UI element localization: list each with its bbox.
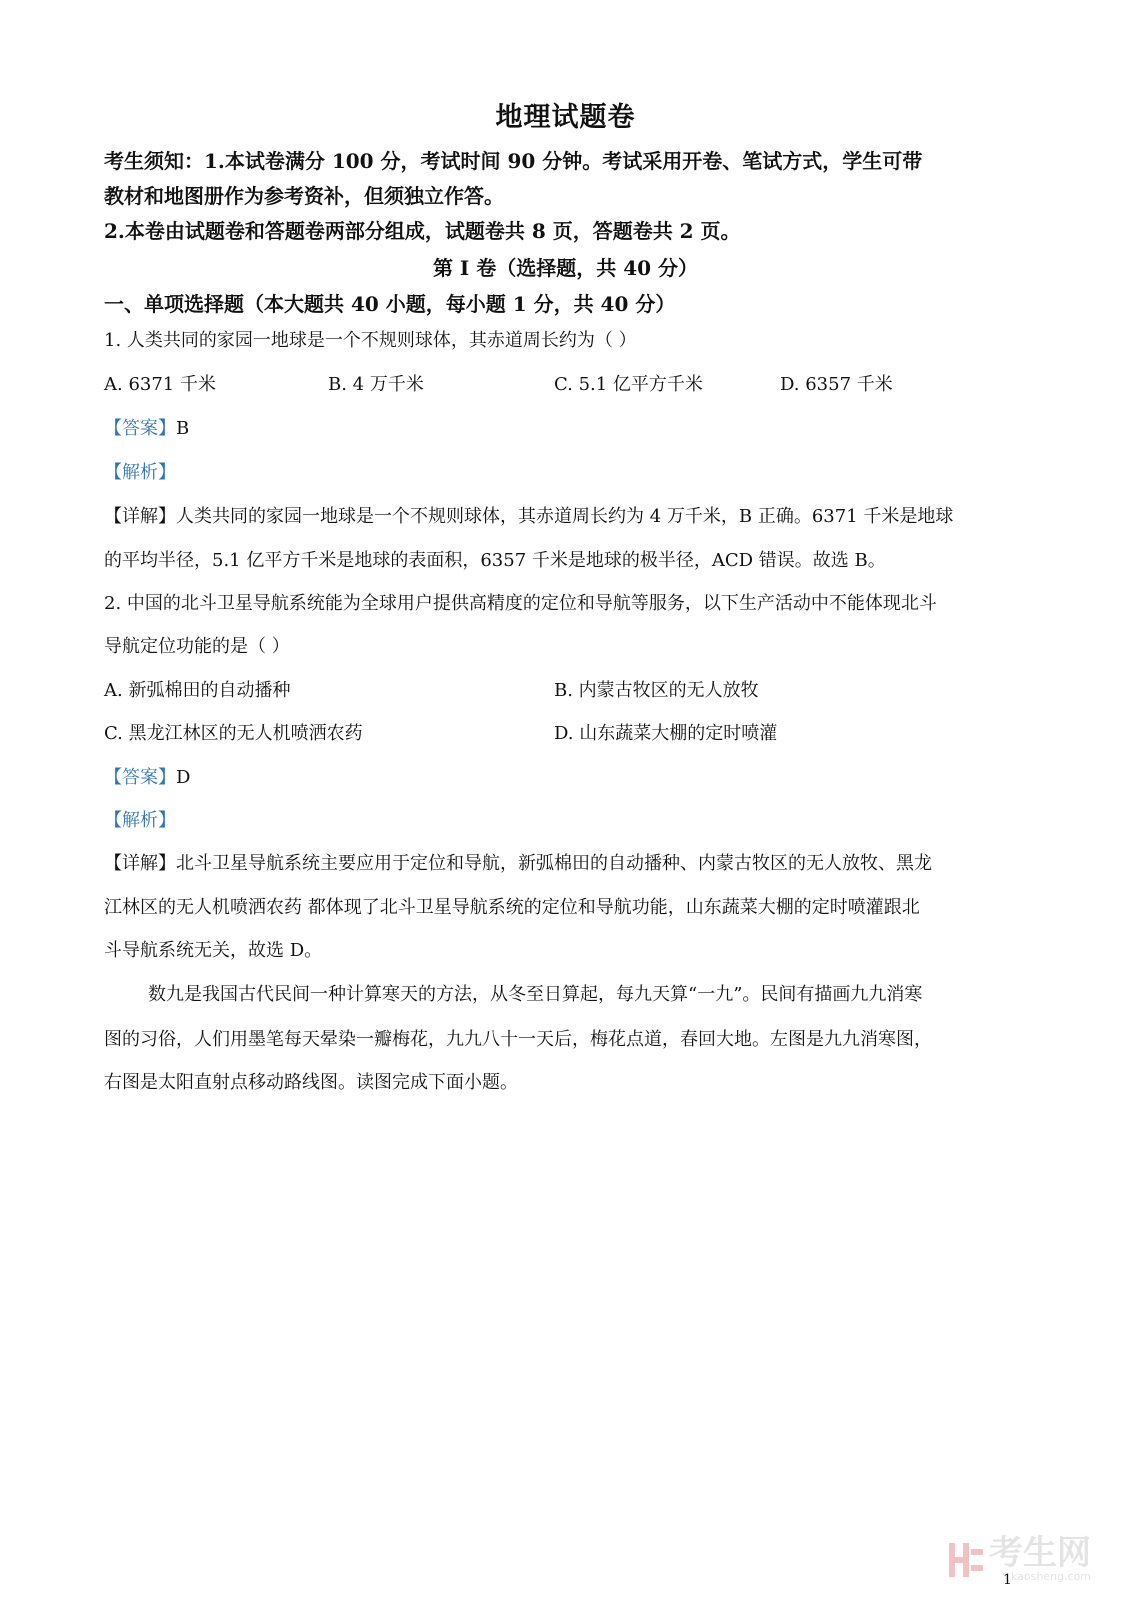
- q1-option-c: C. 5.1 亿平方千米: [554, 374, 703, 395]
- q2-detail-line-1: [104, 849, 1034, 875]
- page-title: 地理试题卷: [495, 102, 636, 133]
- q2-analysis-line: [104, 806, 1034, 832]
- notice-line-1: 考生须知：1.本试卷满分 100 分，考试时间 90 分钟。考试采用开卷、笔试方式，学生可带: [104, 149, 923, 173]
- detail-tag: 【详解】: [104, 853, 176, 874]
- part-title: 第 I 卷（选择题，共 40 分）: [432, 256, 699, 280]
- q2-option-b: B. 内蒙古牧区的无人放牧: [554, 680, 759, 701]
- analysis-tag: 【解析】: [104, 810, 176, 831]
- notice-line-2: 教材和地图册作为参考资补，但须独立作答。: [104, 184, 504, 208]
- q1-detail-text-1: 人类共同的家园一地球是一个不规则球体，其赤道周长约为 4 万千米，B 正确。6371 千米是地球: [176, 506, 954, 527]
- answer-tag: 【答案】: [104, 767, 176, 788]
- page-number: 1: [1003, 1572, 1012, 1588]
- q1-answer-line: [104, 414, 1034, 440]
- q1-answer: B: [176, 418, 190, 439]
- q2-option-a: A. 新弧棉田的自动播种: [104, 680, 291, 701]
- logo-mark-icon: [949, 1543, 983, 1577]
- q1-option-a: A. 6371 千米: [104, 374, 216, 395]
- q1-option-b: B. 4 万千米: [328, 374, 424, 395]
- q2-detail-line-3: 斗导航系统无关，故选 D。: [104, 940, 323, 961]
- q2-detail-text-1: 北斗卫星导航系统主要应用于定位和导航，新弧棉田的自动播种、内蒙古牧区的无人放牧、黑龙: [176, 853, 932, 874]
- notice-line-3: 2.本卷由试题卷和答题卷两部分组成，试题卷共 8 页，答题卷共 2 页。: [104, 219, 741, 243]
- q1-detail-line-2: 的平均半径，5.1 亿平方千米是地球的表面积，6357 千米是地球的极半径，ACD 错误。故选 B。: [104, 550, 886, 571]
- q2-answer-line: [104, 763, 1034, 789]
- q2-stem-1: 2. 中国的北斗卫星导航系统能为全球用户提供高精度的定位和导航等服务，以下生产活动中不能体现北斗: [104, 593, 937, 614]
- q2-answer: D: [176, 767, 191, 788]
- material-line-1: 数九是我国古代民间一种计算寒天的方法，从冬至日算起，每九天算“一九”。民间有描画九九消寒: [148, 984, 923, 1005]
- q2-option-d: D. 山东蔬菜大棚的定时喷灌: [554, 723, 778, 744]
- q1-analysis-line: [104, 458, 1034, 484]
- q2-stem-2: 导航定位功能的是（ ）: [104, 636, 290, 657]
- analysis-tag: 【解析】: [104, 462, 176, 483]
- watermark-text: 考生网: [989, 1533, 1091, 1573]
- detail-tag: 【详解】: [104, 506, 176, 527]
- q1-detail-line-1: [104, 502, 1034, 528]
- watermark-logo: [949, 1533, 1091, 1583]
- material-line-3: 右图是太阳直射点移动路线图。读图完成下面小题。: [104, 1072, 518, 1093]
- q2-detail-line-2: 江林区的无人机喷洒农药 都体现了北斗卫星导航系统的定位和导航功能，山东蔬菜大棚的定时喷灌跟北: [104, 897, 920, 918]
- q2-option-c: C. 黑龙江林区的无人机喷洒农药: [104, 723, 363, 744]
- section-title: 一、单项选择题（本大题共 40 小题，每小题 1 分，共 40 分）: [104, 292, 676, 316]
- q1-option-d: D. 6357 千米: [780, 374, 893, 395]
- watermark-subtext: kaosheng.com: [1010, 1570, 1091, 1583]
- answer-tag: 【答案】: [104, 418, 176, 439]
- q1-stem: 1. 人类共同的家园一地球是一个不规则球体，其赤道周长约为（ ）: [104, 330, 637, 351]
- material-line-2: 图的习俗，人们用墨笔每天晕染一瓣梅花，九九八十一天后，梅花点道，春回大地。左图是九九消寒图，: [104, 1029, 932, 1050]
